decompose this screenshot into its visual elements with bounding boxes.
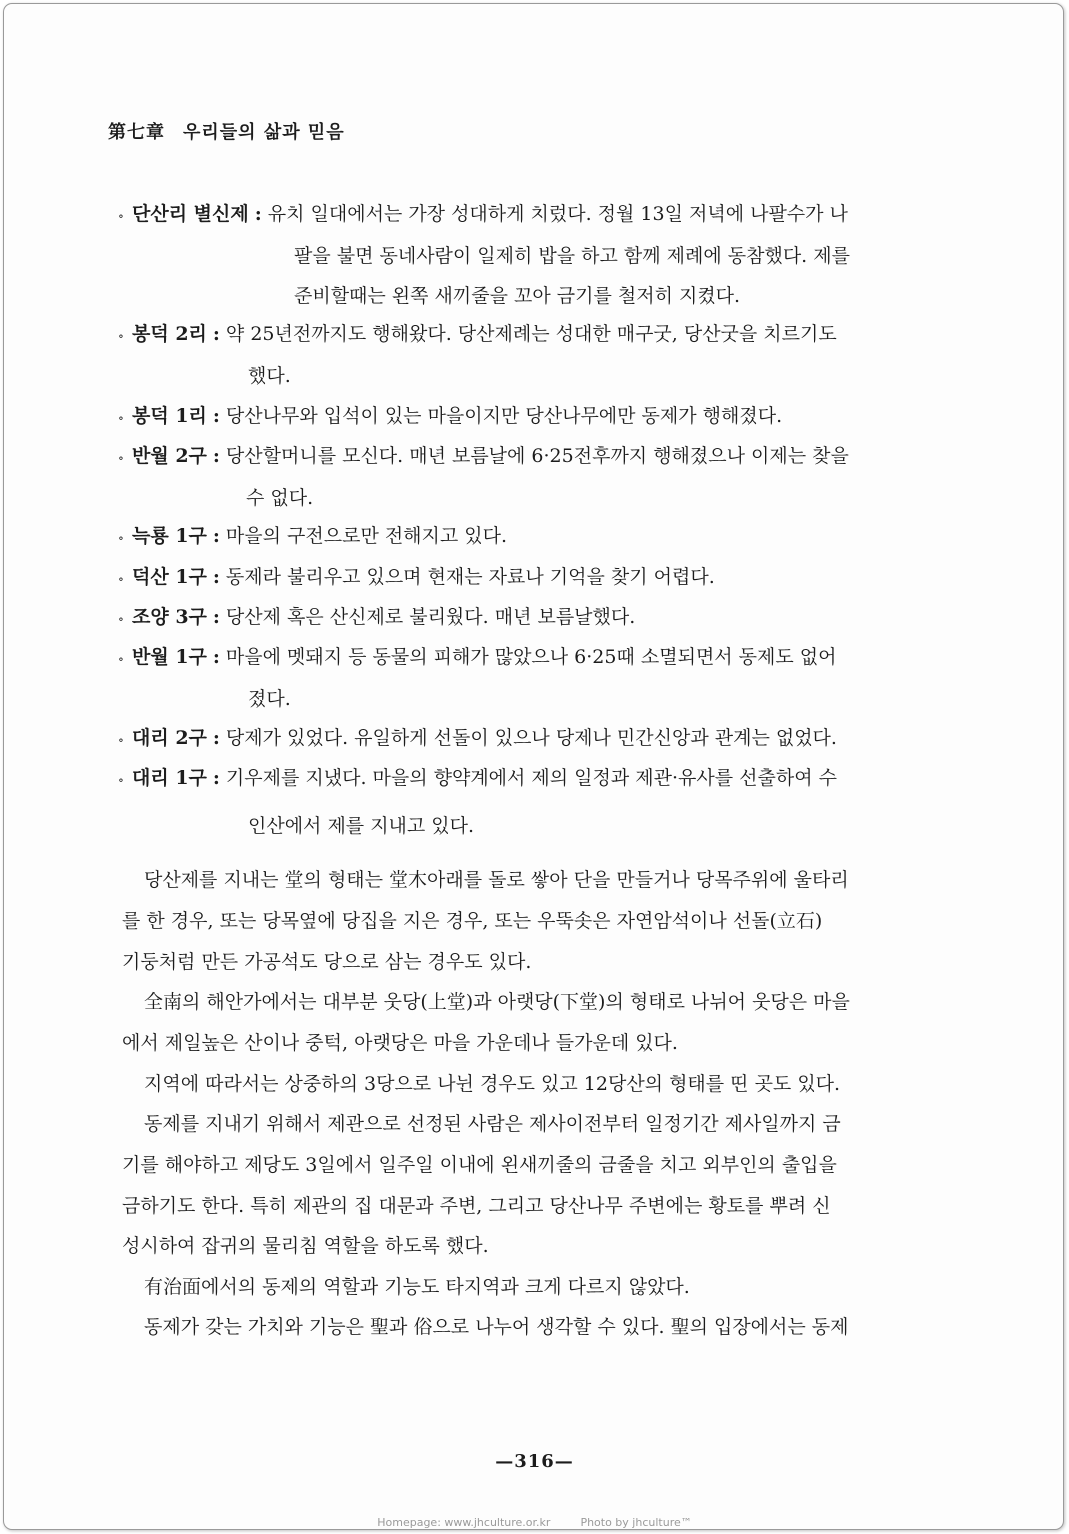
entry-banwol-1: ∘ 반월 1구 : 마을에 멧돼지 등 동물의 피해가 많았으나 6·25때 소멸되면서 동제도 없어 졌다. [118,637,998,719]
entry-bongdeok-1: ∘ 봉덕 1리 : 당산나무와 입석이 있는 마을이지만 당산나무에만 동제가 행해졌다. [118,396,998,438]
bullet-icon: ∘ [118,572,124,586]
page-frame [3,3,1064,1530]
paragraph [122,1307,997,1348]
bullet-icon: ∘ [118,652,124,666]
entry-text-cont: 했다. [248,365,291,387]
entry-text-cont: 수 없다. [246,487,314,509]
entry-banwol-2: ∘ 반월 2구 : 당산할머니를 모신다. 매년 보름날에 6·25전후까지 행해졌으나 이제는 찾을 수 없다. [118,436,998,518]
entry-deoksan-1: ∘ 덕산 1구 : 동제라 불리우고 있으며 현재는 자료나 기억을 찾기 어렵다. [118,557,998,599]
bullet-icon: ∘ [118,773,124,787]
entry-label: 봉덕 1리 [132,405,207,427]
paragraph-line: 당산제를 지내는 堂의 형태는 堂木아래를 돌로 쌓아 단을 만들거나 당목주위에 울타리 [144,869,849,891]
footer-photo-credit: Photo by jhculture™ [580,1516,692,1529]
paragraph [122,1104,997,1267]
entry-daeri-1: ∘ 대리 1구 : 기우제를 지냈다. 마을의 향약계에서 제의 일정과 제관·유사를 선출하여 수 인산에서 제를 지내고 있다. [118,758,998,846]
paragraph-line: 有治面에서의 동제의 역할과 기능도 타지역과 크게 다르지 않았다. [144,1276,690,1298]
bullet-icon: ∘ [118,451,124,465]
entry-text: 당제가 있었다. 유일하게 선돌이 있으나 당제나 민간신앙과 관계는 없었다. [225,727,837,749]
entry-label: 반월 2구 [132,445,207,467]
entry-joyang-3: ∘ 조양 3구 : 당산제 혹은 산신제로 불리웠다. 매년 보름날했다. [118,597,998,639]
entry-label: 반월 1구 [132,646,207,668]
entry-text: 유치 일대에서는 가장 성대하게 치렀다. 정월 13일 저녁에 나팔수가 나 [267,203,848,225]
entry-text: 마을의 구전으로만 전해지고 있다. [225,525,508,547]
paragraph-line: 를 한 경우, 또는 당목옆에 당집을 지은 경우, 또는 우뚝솟은 자연암석이나 선돌(立石) [122,909,823,932]
paragraph-line: 금하기도 한다. 특히 제관의 집 대문과 주변, 그리고 당산나무 주변에는 황토를 뿌려 신 [122,1194,831,1217]
paragraph-line: 全南의 해안가에서는 대부분 웃당(上堂)과 아랫당(下堂)의 형태로 나뉘어 웃당은 마을 [144,991,850,1013]
entry-label: 대리 2구 [132,727,207,749]
bullet-icon: ∘ [118,612,124,626]
paragraph [122,860,997,982]
paragraph [122,982,997,1064]
entry-text: 기우제를 지냈다. 마을의 향약계에서 제의 일정과 제관·유사를 선출하여 수 [225,767,837,789]
chapter-title: 우리들의 삶과 믿음 [183,122,345,143]
bullet-icon: ∘ [118,209,124,223]
entry-text-cont: 팔을 불면 동네사람이 일제히 밥을 하고 함께 제례에 동참했다. 제를 [294,245,850,267]
entry-text: 당산할머니를 모신다. 매년 보름날에 6·25전후까지 행해졌으나 이제는 찾을 [225,445,849,467]
entry-label: 단산리 별신제 [132,203,249,225]
entry-text-cont: 준비할때는 왼쪽 새끼줄을 꼬아 금기를 철저히 지켰다. [294,285,741,307]
paragraph-line: 지역에 따라서는 상중하의 3당으로 나뉜 경우도 있고 12당산의 형태를 띤 곳도 있다. [144,1073,841,1095]
chapter-header [108,118,345,144]
chapter-number: 第七章 [108,122,165,143]
paragraph [122,1064,997,1105]
paragraph-line: 기둥처럼 만든 가공석도 당으로 삼는 경우도 있다. [122,950,532,973]
bullet-icon: ∘ [118,733,124,747]
entry-label: 대리 1구 [132,767,207,789]
bullet-icon: ∘ [118,329,124,343]
entry-text: 당산나무와 입석이 있는 마을이지만 당산나무에만 동제가 행해졌다. [225,405,783,427]
paragraph-line: 동제를 지내기 위해서 제관으로 선정된 사람은 제사이전부터 일정기간 제사일까지 금 [144,1113,841,1135]
entry-danshanri: ∘ 단산리 별신제 : 유치 일대에서는 가장 성대하게 치렀다. 정월 13일 저녁에 나팔수가 나 팔을 불면 동네사람이 일제히 밥을 하고 함께 제례에 동참했다. 제를 준비할때는 왼쪽 새끼줄을 꼬아 금기를 철저히 지켰다. [118,194,998,316]
bullet-icon: ∘ [118,531,124,545]
paragraph-line: 기를 해야하고 제당도 3일에서 일주일 이내에 왼새끼줄의 금줄을 치고 외부인의 출입을 [122,1153,837,1176]
entry-text: 약 25년전까지도 행해왔다. 당산제례는 성대한 매구굿, 당산굿을 치르기도 [225,323,837,345]
bullet-icon: ∘ [118,411,124,425]
footer-homepage: Homepage: www.jhculture.or.kr [377,1516,551,1529]
paragraph-line: 에서 제일높은 산이나 중턱, 아랫당은 마을 가운데나 들가운데 있다. [122,1031,678,1054]
entry-bongdeok-2: ∘ 봉덕 2리 : 약 25년전까지도 행해왔다. 당산제례는 성대한 매구굿, 당산굿을 치르기도 했다. [118,314,998,396]
paragraph-line: 성시하여 잡귀의 물리침 역할을 하도록 했다. [122,1235,489,1258]
footer-credits [4,1516,1064,1529]
entry-neungnyong-1: ∘ 늑룡 1구 : 마을의 구전으로만 전해지고 있다. [118,516,998,558]
entry-label: 덕산 1구 [132,566,207,588]
entry-label: 조양 3구 [132,606,207,628]
page-number: —316— [495,1451,574,1472]
entry-text: 마을에 멧돼지 등 동물의 피해가 많았으나 6·25때 소멸되면서 동제도 없어 [225,646,837,668]
entry-label: 늑룡 1구 [132,525,207,547]
paragraph-line: 동제가 갖는 가치와 기능은 聖과 俗으로 나누어 생각할 수 있다. 聖의 입장에서는 동제 [144,1316,849,1338]
entry-label: 봉덕 2리 [132,323,207,345]
entry-daeri-2: ∘ 대리 2구 : 당제가 있었다. 유일하게 선돌이 있으나 당제나 민간신앙과 관계는 없었다. [118,718,998,760]
entry-text: 동제라 불리우고 있으며 현재는 자료나 기억을 찾기 어렵다. [225,566,715,588]
entry-text: 당산제 혹은 산신제로 불리웠다. 매년 보름날했다. [225,606,636,628]
entry-text-cont: 졌다. [248,688,291,710]
entry-text-cont: 인산에서 제를 지내고 있다. [248,815,475,837]
paragraph [122,1267,997,1308]
